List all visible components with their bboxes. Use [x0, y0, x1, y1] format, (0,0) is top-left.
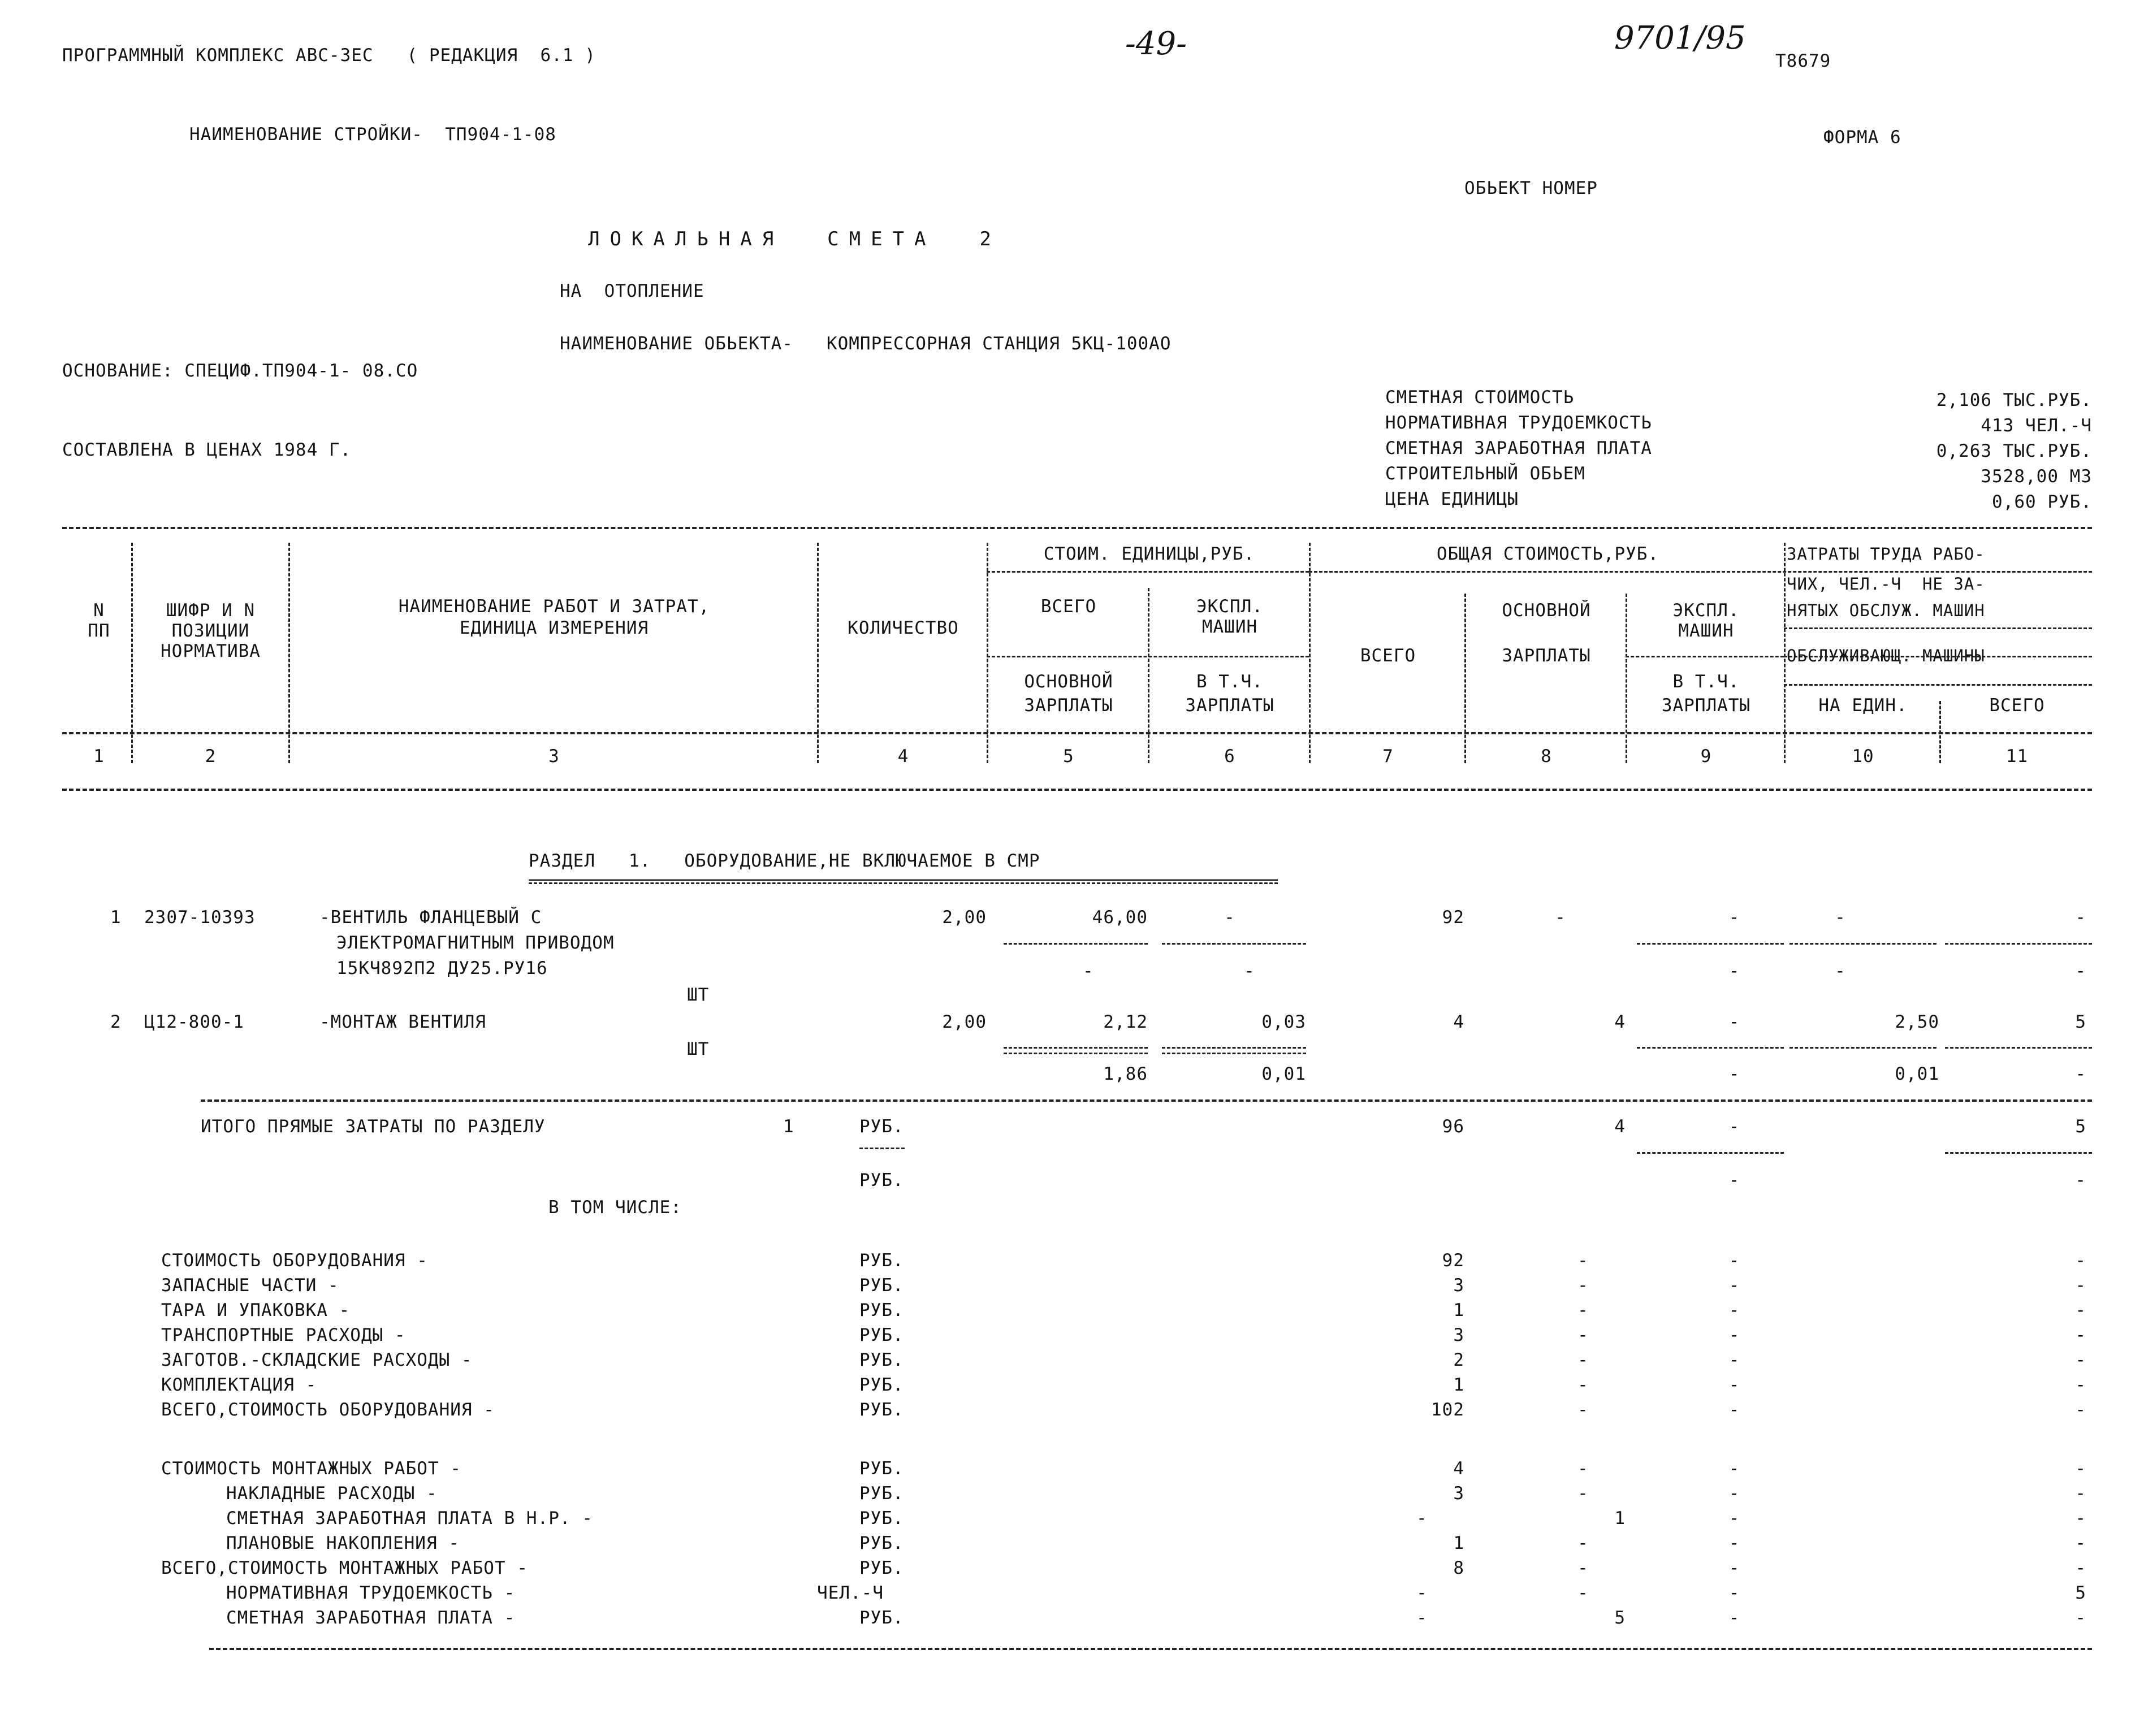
breakdown-value: - — [1416, 1583, 1428, 1603]
breakdown-label: ЗАПАСНЫЕ ЧАСТИ - — [161, 1275, 339, 1296]
breakdown-mach: - — [1728, 1558, 1740, 1578]
header-unit-wage: ЗАРПЛАТЫ — [1024, 695, 1113, 716]
summary-value: 0,60 РУБ. — [1992, 492, 2092, 512]
row-labor-total: - — [2075, 1064, 2086, 1084]
summary-value: 3528,00 М3 — [1981, 466, 2092, 487]
totals-unit: РУБ. — [859, 1170, 904, 1190]
breakdown-wage: - — [1577, 1533, 1589, 1553]
breakdown-label: СТОИМОСТЬ МОНТАЖНЫХ РАБОТ - — [161, 1458, 461, 1479]
breakdown-labor: - — [2075, 1608, 2086, 1628]
column-divider — [987, 543, 988, 763]
breakdown-label: НОРМАТИВНАЯ ТРУДОЕМКОСТЬ - — [226, 1583, 516, 1603]
breakdown-unit: РУБ. — [859, 1533, 904, 1553]
breakdown-label: СТОИМОСТЬ ОБОРУДОВАНИЯ - — [161, 1250, 428, 1271]
breakdown-mach: - — [1728, 1483, 1740, 1504]
breakdown-wage: - — [1577, 1558, 1589, 1578]
header-unit-mach: МАШИН — [1201, 617, 1258, 637]
program-title: ПРОГРАММНЫЙ КОМПЛЕКС АВС-ЗЕС ( РЕДАКЦИЯ 6.1 ) — [62, 45, 596, 66]
cell-rule — [859, 1148, 905, 1149]
header-labor-unit: НА ЕДИН. — [1818, 695, 1908, 716]
breakdown-mach: - — [1728, 1458, 1740, 1479]
breakdown-mach: - — [1728, 1508, 1740, 1529]
breakdown-label: ТАРА И УПАКОВКА - — [161, 1300, 351, 1321]
row-name: -ВЕНТИЛЬ ФЛАНЦЕВЫЙ С — [319, 907, 542, 928]
column-divider — [817, 543, 819, 763]
row-total-wage: 4 — [1614, 1012, 1626, 1032]
column-divider — [1784, 543, 1786, 763]
document-number: 9701/95 — [1614, 20, 1746, 57]
row-unit-wage: - — [1083, 961, 1094, 981]
breakdown-labor: - — [2075, 1275, 2086, 1296]
breakdown-label: ВСЕГО,СТОИМОСТЬ МОНТАЖНЫХ РАБОТ - — [161, 1558, 528, 1578]
column-number: 4 — [897, 746, 909, 767]
totals-unit: РУБ. — [859, 1116, 904, 1137]
row-total-mach: - — [1728, 1012, 1740, 1032]
header-sub-rule — [987, 571, 1309, 573]
breakdown-unit: РУБ. — [859, 1250, 904, 1271]
breakdown-mach: - — [1728, 1375, 1740, 1395]
breakdown-labor: - — [2075, 1325, 2086, 1345]
cell-rule — [1789, 943, 1936, 945]
cell-rule — [1004, 1047, 1148, 1049]
row-labor-total: 5 — [2075, 1012, 2086, 1032]
table-top-rule — [62, 527, 2092, 529]
breakdown-label: ПЛАНОВЫЕ НАКОПЛЕНИЯ - — [226, 1533, 460, 1553]
column-number: 3 — [548, 746, 560, 767]
header-total-mach: ЭКСПЛ. — [1672, 600, 1740, 621]
header-col2: ШИФР И N — [166, 600, 256, 621]
object-number: ОБЬЕКТ НОМЕР — [1464, 178, 1598, 198]
totals-wage: 4 — [1614, 1116, 1626, 1137]
totals-labor: 5 — [2075, 1116, 2086, 1137]
document-title: ЛОКАЛЬНАЯ СМЕТА 2 — [588, 228, 1001, 250]
breakdown-wage: - — [1577, 1458, 1589, 1479]
column-number: 10 — [1852, 746, 1874, 767]
breakdown-mach: - — [1728, 1533, 1740, 1553]
section-underline — [529, 879, 1278, 884]
header-sub-rule — [1626, 656, 1784, 657]
row-total: 92 — [1442, 907, 1464, 928]
row-total: 4 — [1453, 1012, 1464, 1032]
breakdown-labor: - — [2075, 1483, 2086, 1504]
breakdown-unit: РУБ. — [859, 1350, 904, 1370]
cell-rule — [1637, 1152, 1784, 1154]
breakdown-value: 2 — [1453, 1350, 1464, 1370]
header-total-incl: В Т.Ч. — [1672, 672, 1740, 692]
summary-label: СМЕТНАЯ СТОИМОСТЬ — [1385, 387, 1575, 408]
row-total-incl: - — [1728, 1064, 1740, 1084]
header-sub-rule — [1784, 627, 2092, 629]
breakdown-wage: 1 — [1614, 1508, 1626, 1529]
breakdown-labor: - — [2075, 1508, 2086, 1529]
summary-value: 0,263 ТЫС.РУБ. — [1936, 441, 2092, 461]
breakdown-mach: - — [1728, 1608, 1740, 1628]
header-total-wage: ЗАРПЛАТЫ — [1502, 646, 1591, 666]
cell-rule — [1637, 1047, 1784, 1049]
object-name: НАИМЕНОВАНИЕ ОБЬЕКТА- КОМПРЕССОРНАЯ СТАНЦИЯ 5КЦ-100АО — [560, 334, 1172, 354]
breakdown-value: 102 — [1431, 1400, 1464, 1420]
breakdown-unit: ЧЕЛ.-Ч — [817, 1583, 884, 1603]
totals-mach: - — [1728, 1116, 1740, 1137]
breakdown-unit: РУБ. — [859, 1608, 904, 1628]
column-number: 9 — [1700, 746, 1712, 767]
price-level: СОСТАВЛЕНА В ЦЕНАХ 1984 Г. — [62, 440, 352, 460]
breakdown-unit: РУБ. — [859, 1508, 904, 1529]
row-unit-total: 46,00 — [1092, 907, 1148, 928]
breakdown-label: ВСЕГО,СТОИМОСТЬ ОБОРУДОВАНИЯ - — [161, 1400, 495, 1420]
breakdown-value: - — [1416, 1508, 1428, 1529]
header-sub-rule — [987, 656, 1309, 657]
header-col4: КОЛИЧЕСТВО — [848, 618, 959, 638]
column-divider — [1309, 543, 1311, 763]
header-total-all: ВСЕГО — [1360, 646, 1416, 666]
table-numbers-rule — [62, 789, 2092, 791]
breakdown-value: 3 — [1453, 1483, 1464, 1504]
including-label: В ТОМ ЧИСЛЕ: — [548, 1197, 682, 1218]
header-labor: НЯТЫХ ОБСЛУЖ. МАШИН — [1787, 601, 1985, 620]
breakdown-wage: - — [1577, 1350, 1589, 1370]
breakdown-label: НАКЛАДНЫЕ РАСХОДЫ - — [226, 1483, 438, 1504]
header-unit-incl: ЗАРПЛАТЫ — [1185, 695, 1274, 716]
row-unit: ШТ — [687, 1039, 710, 1059]
header-unit-total: ВСЕГО — [1040, 596, 1097, 617]
table-header-rule — [62, 732, 2092, 734]
cell-rule — [1162, 943, 1306, 945]
breakdown-wage: - — [1577, 1275, 1589, 1296]
row-unit-mach: 0,03 — [1261, 1012, 1306, 1032]
breakdown-label: СМЕТНАЯ ЗАРАБОТНАЯ ПЛАТА В Н.Р. - — [226, 1508, 593, 1529]
page-number: -49- — [1125, 25, 1187, 62]
breakdown-wage: - — [1577, 1400, 1589, 1420]
construction-name: НАИМЕНОВАНИЕ СТРОЙКИ- ТП904-1-08 — [189, 124, 556, 145]
breakdown-wage: - — [1577, 1250, 1589, 1271]
row-quantity: 2,00 — [942, 907, 987, 928]
row-labor-unit: - — [1835, 961, 1846, 981]
header-unit-cost: СТОИМ. ЕДИНИЦЫ,РУБ. — [1043, 544, 1255, 564]
row-code: 2307-10393 — [144, 907, 256, 928]
breakdown-value: 3 — [1453, 1325, 1464, 1345]
breakdown-labor: - — [2075, 1458, 2086, 1479]
form-number: ФОРМА 6 — [1823, 127, 1901, 148]
row-name: ЭЛЕКТРОМАГНИТНЫМ ПРИВОДОМ — [336, 933, 615, 953]
column-divider — [1148, 588, 1149, 763]
header-col3: НАИМЕНОВАНИЕ РАБОТ И ЗАТРАТ, — [398, 596, 710, 617]
row-labor-total: - — [2075, 907, 2086, 928]
header-labor-total: ВСЕГО — [1989, 695, 2045, 716]
breakdown-labor: 5 — [2075, 1583, 2086, 1603]
breakdown-value: 4 — [1453, 1458, 1464, 1479]
cell-rule — [1162, 1047, 1306, 1049]
breakdown-unit: РУБ. — [859, 1558, 904, 1578]
header-col2: ПОЗИЦИИ — [171, 621, 250, 641]
row-unit: ШТ — [687, 985, 710, 1005]
breakdown-mach: - — [1728, 1325, 1740, 1345]
row-labor-unit: 0,01 — [1895, 1064, 1939, 1084]
breakdown-label: КОМПЛЕКТАЦИЯ - — [161, 1375, 317, 1395]
column-number: 6 — [1224, 746, 1235, 767]
breakdown-unit: РУБ. — [859, 1275, 904, 1296]
breakdown-value: 1 — [1453, 1533, 1464, 1553]
breakdown-mach: - — [1728, 1350, 1740, 1370]
breakdown-labor: - — [2075, 1400, 2086, 1420]
breakdown-value: 1 — [1453, 1375, 1464, 1395]
header-col1: N — [93, 600, 105, 621]
totals-label: ИТОГО ПРЯМЫЕ ЗАТРАТЫ ПО РАЗДЕЛУ — [201, 1116, 546, 1137]
breakdown-mach: - — [1728, 1275, 1740, 1296]
cell-rule — [1945, 1047, 2092, 1049]
breakdown-labor: - — [2075, 1375, 2086, 1395]
summary-label: СМЕТНАЯ ЗАРАБОТНАЯ ПЛАТА — [1385, 438, 1652, 458]
section-title: РАЗДЕЛ 1. ОБОРУДОВАНИЕ,НЕ ВКЛЮЧАЕМОЕ В СМР — [529, 851, 1040, 871]
breakdown-unit: РУБ. — [859, 1375, 904, 1395]
header-total-mach: МАШИН — [1678, 621, 1734, 641]
breakdown-value: 92 — [1442, 1250, 1464, 1271]
row-total-wage: - — [1555, 907, 1566, 928]
row-unit-incl: - — [1244, 961, 1255, 981]
column-number: 11 — [2005, 746, 2029, 767]
summary-label: НОРМАТИВНАЯ ТРУДОЕМКОСТЬ — [1385, 413, 1652, 433]
breakdown-value: 3 — [1453, 1275, 1464, 1296]
breakdown-value: - — [1416, 1608, 1428, 1628]
cell-rule — [1004, 1053, 1148, 1054]
header-unit-mach: ЭКСПЛ. — [1196, 596, 1263, 617]
breakdown-label: СМЕТНАЯ ЗАРАБОТНАЯ ПЛАТА - — [226, 1608, 516, 1628]
breakdown-unit: РУБ. — [859, 1400, 904, 1420]
header-total-cost: ОБЩАЯ СТОИМОСТЬ,РУБ. — [1436, 544, 1659, 564]
breakdown-labor: - — [2075, 1250, 2086, 1271]
header-sub-rule — [1309, 571, 2092, 573]
column-number: 7 — [1382, 746, 1394, 767]
header-col1: ПП — [88, 621, 110, 641]
cell-rule — [1637, 943, 1784, 945]
cell-rule — [1004, 943, 1148, 945]
header-unit-incl: В Т.Ч. — [1196, 672, 1263, 692]
column-divider — [1464, 594, 1466, 763]
section-rule — [201, 1099, 2092, 1102]
breakdown-label: ЗАГОТОВ.-СКЛАДСКИЕ РАСХОДЫ - — [161, 1350, 473, 1370]
header-total-incl: ЗАРПЛАТЫ — [1661, 695, 1751, 716]
header-col3: ЕДИНИЦА ИЗМЕРЕНИЯ — [459, 618, 649, 638]
breakdown-wage: - — [1577, 1583, 1589, 1603]
cell-rule — [1945, 1152, 2092, 1154]
bottom-rule — [209, 1648, 2092, 1650]
cell-rule — [1789, 1047, 1936, 1049]
totals-mach-incl: - — [1728, 1170, 1740, 1190]
row-total-mach: - — [1728, 907, 1740, 928]
breakdown-mach: - — [1728, 1400, 1740, 1420]
row-name: -МОНТАЖ ВЕНТИЛЯ — [319, 1012, 486, 1032]
header-labor-service: ОБСЛУЖИВАЮЩ. МАШИНЫ — [1787, 646, 1985, 665]
header-col2: НОРМАТИВА — [161, 641, 261, 661]
row-total-incl: - — [1728, 961, 1740, 981]
header-total-wage: ОСНОВНОЙ — [1502, 600, 1591, 621]
column-divider — [1939, 701, 1941, 763]
column-divider — [288, 543, 290, 763]
summary-value: 413 ЧЕЛ.-Ч — [1981, 415, 2092, 436]
summary-label: ЦЕНА ЕДИНИЦЫ — [1385, 489, 1519, 509]
breakdown-wage: - — [1577, 1375, 1589, 1395]
document-subject: НА ОТОПЛЕНИЕ — [560, 281, 704, 301]
row-unit-wage: 1,86 — [1103, 1064, 1148, 1084]
row-name: 15КЧ892П2 ДУ25.РУ16 — [336, 958, 548, 979]
breakdown-label: ТРАНСПОРТНЫЕ РАСХОДЫ - — [161, 1325, 406, 1345]
totals-labor-b: - — [2075, 1170, 2086, 1190]
row-labor-total: - — [2075, 961, 2086, 981]
totals-value: 96 — [1442, 1116, 1464, 1137]
breakdown-unit: РУБ. — [859, 1300, 904, 1321]
breakdown-wage: 5 — [1614, 1608, 1626, 1628]
breakdown-value: 1 — [1453, 1300, 1464, 1321]
cell-rule — [1945, 943, 2092, 945]
breakdown-wage: - — [1577, 1483, 1589, 1504]
header-sub-rule — [1784, 684, 2092, 686]
row-unit-incl: 0,01 — [1261, 1064, 1306, 1084]
breakdown-mach: - — [1728, 1250, 1740, 1271]
breakdown-mach: - — [1728, 1583, 1740, 1603]
column-divider — [1626, 594, 1627, 763]
header-labor: ЧИХ, ЧЕЛ.-Ч НЕ ЗА- — [1787, 574, 1985, 594]
header-labor: ЗАТРАТЫ ТРУДА РАБО- — [1787, 544, 1985, 564]
row-unit-mach: - — [1224, 907, 1235, 928]
column-number: 8 — [1541, 746, 1552, 767]
row-unit-total: 2,12 — [1103, 1012, 1148, 1032]
breakdown-unit: РУБ. — [859, 1483, 904, 1504]
summary-label: СТРОИТЕЛЬНЫЙ ОБЬЕМ — [1385, 464, 1585, 484]
header-unit-wage: ОСНОВНОЙ — [1024, 672, 1113, 692]
breakdown-unit: РУБ. — [859, 1325, 904, 1345]
breakdown-mach: - — [1728, 1300, 1740, 1321]
breakdown-labor: - — [2075, 1533, 2086, 1553]
summary-value: 2,106 ТЫС.РУБ. — [1936, 390, 2092, 410]
breakdown-wage: - — [1577, 1300, 1589, 1321]
column-number: 1 — [93, 746, 105, 767]
cell-rule — [1162, 1053, 1306, 1054]
row-labor-unit: - — [1835, 907, 1846, 928]
column-number: 2 — [205, 746, 217, 767]
breakdown-labor: - — [2075, 1558, 2086, 1578]
breakdown-labor: - — [2075, 1350, 2086, 1370]
row-quantity: 2,00 — [942, 1012, 987, 1032]
breakdown-wage: - — [1577, 1325, 1589, 1345]
breakdown-unit: РУБ. — [859, 1458, 904, 1479]
row-code: Ц12-800-1 — [144, 1012, 244, 1032]
estimate-basis: ОСНОВАНИЕ: СПЕЦИФ.ТП904-1- 08.СО — [62, 361, 418, 381]
column-number: 5 — [1063, 746, 1074, 767]
breakdown-labor: - — [2075, 1300, 2086, 1321]
row-number: 2 — [110, 1012, 122, 1032]
breakdown-value: 8 — [1453, 1558, 1464, 1578]
totals-section-no: 1 — [783, 1116, 794, 1137]
row-labor-unit: 2,50 — [1895, 1012, 1939, 1032]
archive-stamp: Т8679 — [1775, 51, 1831, 71]
row-number: 1 — [110, 907, 122, 928]
